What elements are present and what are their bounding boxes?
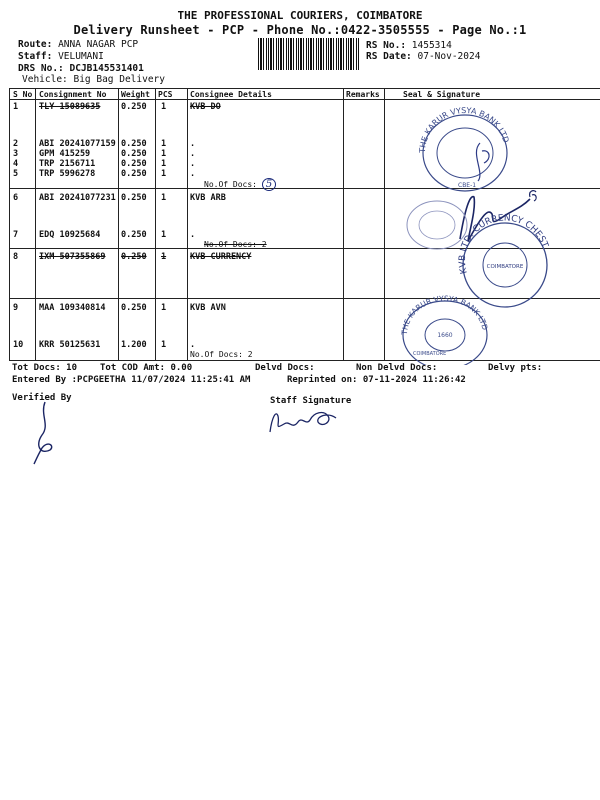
verified-by-signature (20, 400, 80, 465)
row-2-consignee: . (190, 139, 196, 149)
stamp-1-text: THE KARUR VYSYA BANK LTD (417, 105, 511, 154)
row-4-consignment: TRP 2156711 (39, 159, 96, 169)
svg-text:THE KARUR VYSYA BANK LTD (418, 106, 511, 154)
nodocs-label-2: No.Of Docs: 2 (204, 240, 267, 249)
col-header-consignee: Consignee Details (190, 90, 272, 99)
drs-line (18, 63, 144, 74)
stamp-3-inner: 1660 (437, 332, 453, 339)
nodocs-label-3: No.Of Docs: 2 (190, 350, 253, 359)
entered-by: Entered By :PCPGEETHA 11/07/2024 11:25:41 AM (12, 375, 251, 385)
row-3-consignee: . (190, 149, 196, 159)
reprinted-on: Reprinted on: 07-11-2024 11:26:42 (287, 375, 466, 385)
staff-line (18, 51, 104, 62)
row-5-pcs: 1 (161, 169, 167, 179)
row-9-sno: 9 (13, 303, 19, 313)
row-7-pcs: 1 (161, 230, 167, 240)
row-7-sno: 7 (13, 230, 19, 240)
row-3-weight: 0.250 (121, 149, 147, 159)
row-8-consignment: IXM 507355869 (39, 252, 106, 262)
drs-value: DCJB145531401 (69, 63, 144, 74)
staff-signature-label: Staff Signature (270, 396, 352, 406)
rs-date-line (366, 51, 480, 62)
row-6-sno: 6 (13, 193, 19, 203)
row-4-consignee: . (190, 159, 196, 169)
stamp-1-bottom: CBE-1 (458, 182, 477, 189)
col-header-seal: Seal & Signature (403, 90, 481, 99)
row-5-consignment: TRP 5996278 (39, 169, 96, 179)
svg-text:THE KARUR VYSYA BANK LTD (400, 295, 490, 336)
vehicle-line: Vehicle: Big Bag Delivery (22, 74, 165, 85)
row-4-weight: 0.250 (121, 159, 147, 169)
row-2-consignment: ABI 20241077159 (39, 139, 116, 149)
row-10-weight: 1.200 (121, 340, 147, 350)
runsheet-table (9, 88, 600, 361)
verified-by-label: Verified By (12, 393, 72, 403)
tot-docs: Tot Docs: 10 (12, 363, 78, 373)
row-1-weight: 0.250 (121, 102, 147, 112)
delvd-docs: Delvd Docs: (255, 363, 315, 373)
stamp-2-text: KVB LTD. CURRENCY CHEST (457, 213, 550, 275)
rs-no-line (366, 40, 452, 51)
row-5-weight: 0.250 (121, 169, 147, 179)
row-8-pcs: 1 (161, 252, 167, 262)
rs-no-value: 1455314 (411, 40, 452, 51)
stamp-2-center: COIMBATORE (486, 264, 524, 270)
row-5-sno: 5 (13, 169, 19, 179)
row-9-weight: 0.250 (121, 303, 147, 313)
col-header-consignment: Consignment No (39, 90, 107, 99)
row-3-consignment: GPM 415259 (39, 149, 91, 159)
row-7-consignment: EDQ 10925684 (39, 230, 101, 240)
row-3-pcs: 1 (161, 149, 167, 159)
runsheet-title: Delivery Runsheet - PCP - Phone No.:0422-3505555 - Page No.:1 (73, 23, 527, 37)
non-delvd-docs: Non Delvd Docs: (356, 363, 438, 373)
row-6-weight: 0.250 (121, 193, 147, 203)
route-label: Route: (18, 39, 53, 50)
company-title: THE PROFESSIONAL COURIERS, COIMBATORE (177, 9, 423, 22)
row-8-sno: 8 (13, 252, 19, 262)
col-header-pcs: PCS (158, 90, 173, 99)
route-line (18, 39, 138, 50)
row-10-pcs: 1 (161, 340, 167, 350)
nodocs-group-1 (204, 179, 276, 190)
staff-value: VELUMANI (58, 51, 104, 62)
row-1-sno: 1 (13, 102, 19, 112)
row-4-pcs: 1 (161, 159, 167, 169)
row-7-weight: 0.250 (121, 230, 147, 240)
row-2-weight: 0.250 (121, 139, 147, 149)
row-9-consignment: MAA 109340814 (39, 303, 106, 313)
row-9-pcs: 1 (161, 303, 167, 313)
kvb-seal-stamp-2 (395, 295, 495, 365)
staff-signature (262, 402, 342, 437)
row-8-consignee: KVB CURRENCY (190, 252, 252, 262)
rs-date-value: 07-Nov-2024 (417, 51, 481, 62)
route-value: ANNA NAGAR PCP (58, 39, 139, 50)
col-header-remarks: Remarks (346, 90, 380, 99)
drs-label: DRS No.: (18, 63, 64, 74)
staff-label: Staff: (18, 51, 53, 62)
nodocs-handwritten-count: 5 (262, 178, 276, 191)
row-1-pcs: 1 (161, 102, 167, 112)
row-10-consignment: KRR 50125631 (39, 340, 101, 350)
rs-no-label: RS No.: (366, 40, 407, 51)
delvy-pts: Delvy pts: (488, 363, 543, 373)
row-7-consignee: . (190, 230, 196, 240)
kvb-seal-stamp-1 (410, 103, 520, 193)
tot-cod-amt: Tot COD Amt: 0.00 (100, 363, 193, 373)
row-5-consignee: . (190, 169, 196, 179)
row-1-consignee: KVB DO (190, 102, 221, 112)
row-6-consignee: KVB ARB (190, 193, 226, 203)
row-6-consignment: ABI 20241077231 (39, 193, 116, 203)
barcode (258, 38, 360, 70)
row-8-weight: 0.250 (121, 252, 147, 262)
row-10-consignee: . (190, 340, 196, 350)
row-1-consignment: TLY 15089635 (39, 102, 101, 112)
rs-date-label: RS Date: (366, 51, 412, 62)
col-header-weight: Weight (121, 90, 150, 99)
nodocs-label-1: No.Of Docs: (204, 180, 257, 189)
row-2-sno: 2 (13, 139, 19, 149)
row-3-sno: 3 (13, 149, 19, 159)
col-header-sno: S No (13, 90, 33, 99)
row-10-sno: 10 (13, 340, 24, 350)
row-4-sno: 4 (13, 159, 19, 169)
stamp-3-text: THE KARUR VYSYA BANK LTD (399, 295, 490, 336)
stamp-3-left: COIMBATORE (413, 351, 447, 357)
row-6-pcs: 1 (161, 193, 167, 203)
row-9-consignee: KVB AVN (190, 303, 226, 313)
row-2-pcs: 1 (161, 139, 167, 149)
